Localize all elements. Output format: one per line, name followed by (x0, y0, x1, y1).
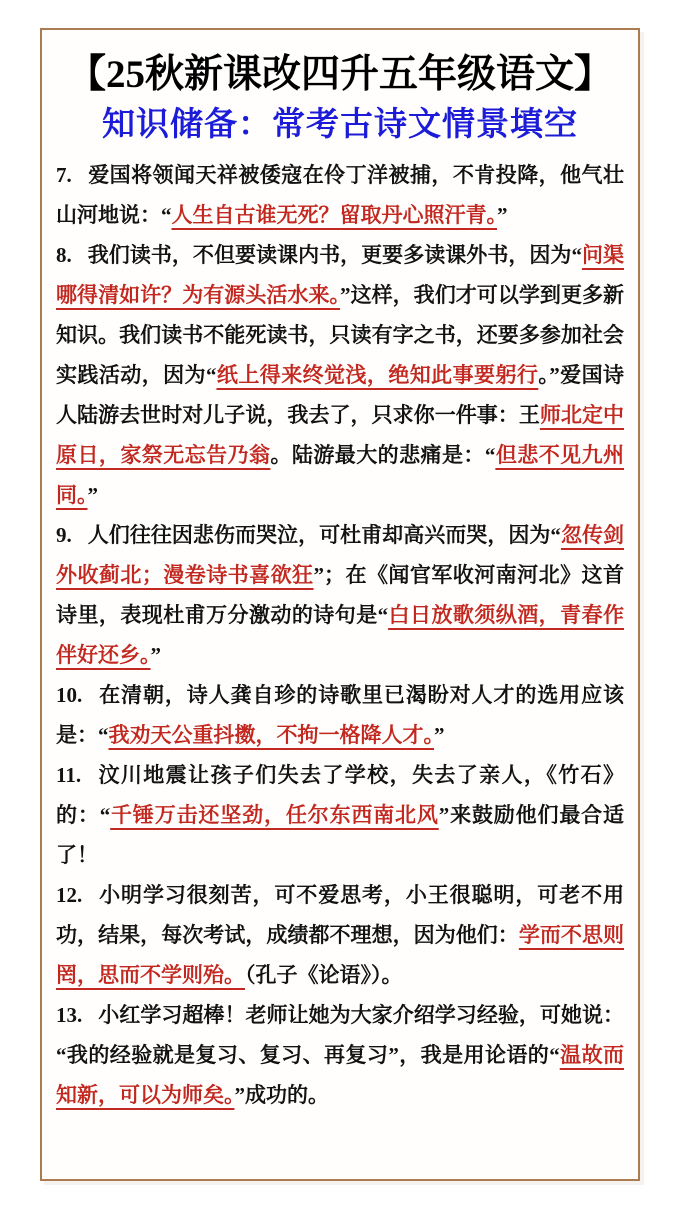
question-item (56, 755, 624, 875)
answer-text: 温故而知新，可以为师矣。 (56, 1043, 625, 1108)
question-text: ”成功的。 (234, 1083, 329, 1108)
item-number: 13. (56, 1003, 83, 1028)
item-number: 12. (56, 883, 83, 908)
answer-text: 千锤万击还坚劲，任尔东西南北风 (110, 803, 439, 828)
answer-text: 忽传剑外收蓟北；漫卷诗书喜欲狂 (56, 523, 625, 588)
question-item (56, 515, 624, 675)
question-text: ” (87, 483, 98, 508)
answer-text: 学而不思则罔，思而不学则殆。 (56, 923, 625, 988)
question-text: ” (434, 723, 445, 748)
page-subtitle: 知识储备：常考古诗文情景填空 (102, 106, 578, 143)
question-text: （孔子《论语》）。 (245, 963, 403, 988)
answer-text: 师北定中原日，家祭无忘告乃翁 (56, 403, 625, 468)
page-title: 【25秋新课改四升五年级语文】 (66, 53, 613, 96)
question-item (56, 155, 624, 235)
question-text: 我们读书，不但要读课内书，更要多读课外书，因为“ (87, 243, 582, 268)
question-text: 人们往往因悲伤而哭泣，可杜甫却高兴而哭，因为“ (87, 523, 561, 548)
item-number: 11. (56, 763, 82, 788)
question-item (56, 875, 624, 995)
question-text: 。陆游最大的悲痛是：“ (270, 443, 496, 468)
question-item (56, 235, 624, 515)
question-text: 小红学习超棒！老师让她为大家介绍学习经验，可她说：“我的经验就是复习、复习、再复习”，我是用论语的“ (56, 1003, 624, 1068)
question-text: 。”爱国诗人陆游去世时对儿子说，我去了，只求你一件事：王 (56, 363, 625, 428)
item-number: 8. (56, 243, 72, 268)
worksheet-frame (40, 28, 640, 1181)
item-number: 7. (56, 163, 72, 188)
question-text: ”；在《闻官军收河南河北》这首诗里，表现杜甫万分激动的诗句是“ (56, 563, 625, 628)
question-item (56, 675, 624, 755)
question-text: ” (150, 643, 161, 668)
question-text: 汶川地震让孩子们失去了学校，失去了亲人，《竹石》的：“ (56, 763, 624, 828)
question-item (56, 995, 624, 1115)
question-text: ”这样，我们才可以学到更多新知识。我们读书不能死读书，只读有字之书，还要多参加社会实践活动，因为“ (56, 283, 625, 388)
question-text: ” (497, 203, 508, 228)
question-text: ”来鼓励他们最合适了！ (56, 803, 625, 868)
answer-text: 但悲不见九州同。 (56, 443, 625, 508)
answer-text: 问渠哪得清如许？为有源头活水来。 (56, 243, 625, 308)
item-number: 9. (56, 523, 72, 548)
question-text: 小明学习很刻苦，可不爱思考，小王很聪明，可老不用功，结果，每次考试，成绩都不理想，因为他们： (56, 883, 624, 948)
answer-text: 纸上得来终觉浅，绝知此事要躬行 (216, 363, 539, 388)
item-number: 10. (56, 683, 83, 708)
question-text: 在清朝，诗人龚自珍的诗歌里已渴盼对人才的选用应该是：“ (56, 683, 624, 748)
answer-text: 人生自古谁无死？留取丹心照汗青。 (171, 203, 497, 228)
answer-text: 白日放歌须纵酒，青春作伴好还乡。 (56, 603, 625, 668)
answer-text: 我劝天公重抖擞，不拘一格降人才。 (108, 723, 434, 748)
items-list (56, 155, 624, 1115)
question-text: 爱国将领闻天祥被倭寇在伶丁洋被捕，不肯投降，他气壮山河地说：“ (56, 163, 624, 228)
